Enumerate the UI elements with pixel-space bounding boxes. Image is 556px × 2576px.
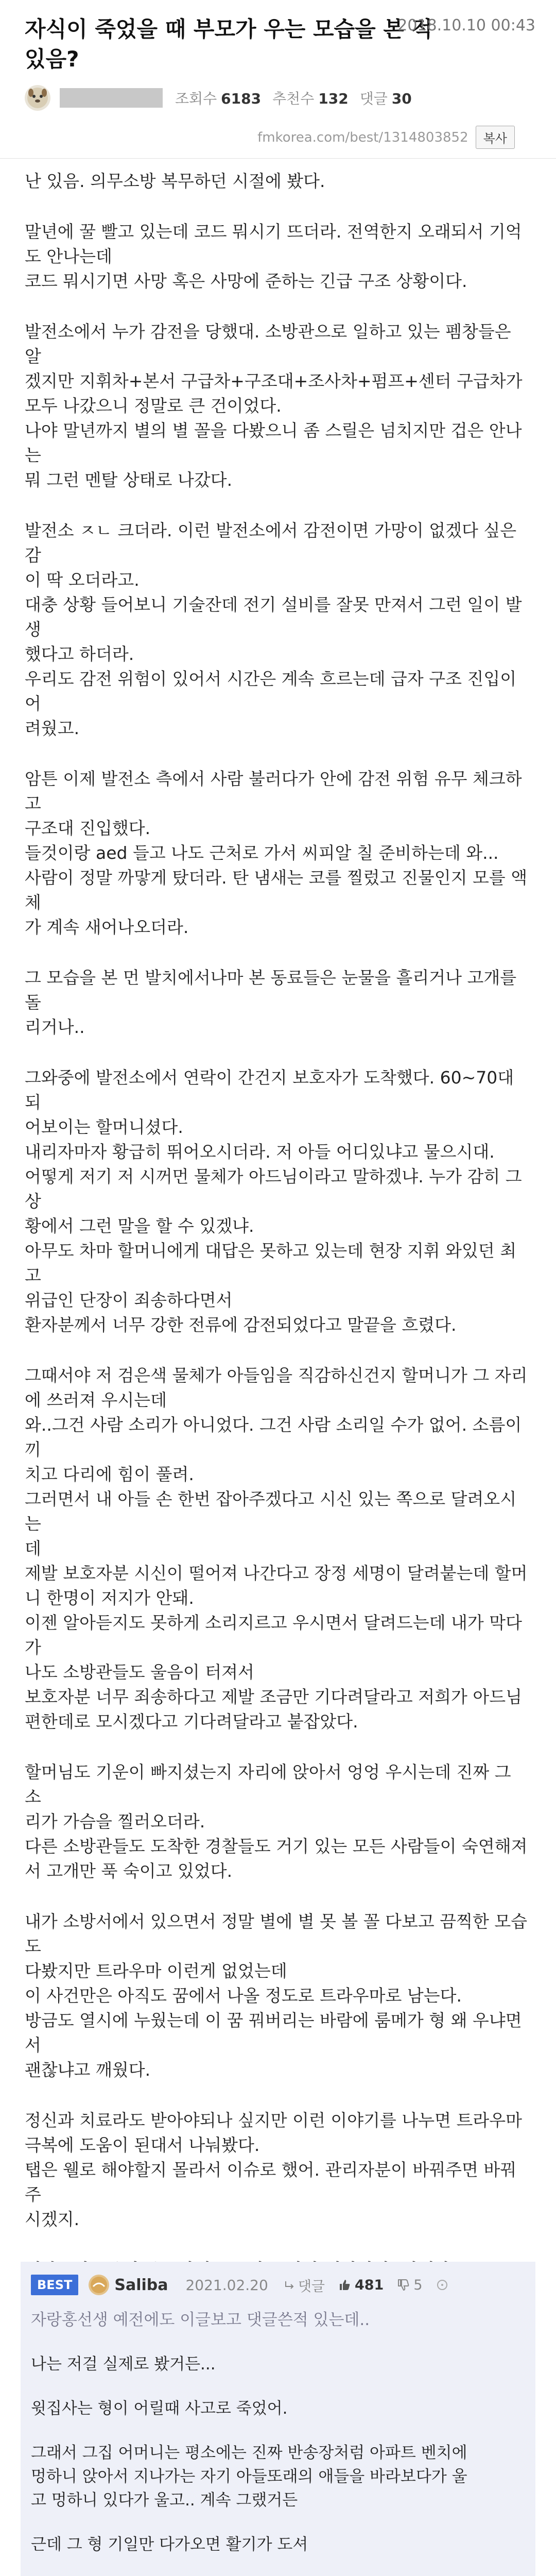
- thumbs-up-icon: [338, 2278, 352, 2292]
- views-stat: 조회수 6183: [175, 90, 262, 107]
- comment-paragraph: 자랑홍선생 예전에도 이글보고 댓글쓴적 있는데..: [31, 2311, 370, 2329]
- commenter-nickname[interactable]: Saliba: [114, 2276, 168, 2294]
- comment-header: [21, 2262, 535, 2308]
- post-meta: [25, 81, 535, 114]
- paragraph: 말년에 꿀 빨고 있는데 코드 뭐시기 뜨더라. 전역한지 오래되서 기억도 안나는데 코드 뭐시기면 사망 혹은 사망에 준하는 긴급 구조 상황이다.: [25, 222, 522, 291]
- paragraph: 발전소에서 누가 감전을 당했대. 소방관으로 일하고 있는 펨창들은 알 겠지만 지휘차+본서 구급차+구조대+조사차+펌프+센터 구급차가 모두 나갔으니 정말로 큰 건이었다. 나야 말년까지 별의 별 꼴을 다봤으니 좀 스릴은 넘치지만 겁은 안나는 뭐 그런 멘탈 상태로 나갔다.: [25, 321, 523, 490]
- paragraph: 그 모습을 본 먼 발치에서나마 본 동료들은 눈물을 흘리거나 고개를 돌 리거나..: [25, 968, 517, 1037]
- reply-button[interactable]: 댓글: [284, 2275, 325, 2295]
- thumbs-down-icon: [397, 2278, 410, 2292]
- comment-paragraph: 그래서 그집 어머니는 평소에는 진짜 반송장처럼 아파트 벤치에 멍하니 앉아서 지나가는 자기 아들또래의 애들을 바라보다가 울 고 멍하니 있다가 울고.. 계속 그랬거든: [31, 2444, 467, 2510]
- recommend-stat: 추천수 132: [272, 90, 349, 107]
- paragraph: 발전소 ㅈㄴ 크더라. 이런 발전소에서 감전이면 가망이 없겠다 싶은 감 이 딱 오더라고. 대충 상황 들어보니 기술잔데 전기 설비를 잘못 만져서 그런 일이 발생 했다고 하더라. 우리도 감전 위험이 있어서 시간은 계속 흐르는데 급자 구조 진입이 어 려웠고.: [25, 520, 522, 738]
- post-body: [0, 159, 556, 2282]
- more-options-button[interactable]: [436, 2279, 451, 2291]
- paragraph: 난 있음. 의무소방 복무하던 시절에 봤다.: [25, 171, 325, 191]
- paragraph: 암튼 이제 발전소 측에서 사람 불러다가 안에 감전 위험 유무 체크하고 구조대 진입했다. 들것이랑 aed 들고 나도 근처로 가서 씨피알 칠 준비하는데 와... 사람이 정말 까맣게 탔더라. 탄 냄새는 코를 찔렀고 진물인지 모를 액체 가 계속 새어나오더라.: [25, 769, 528, 937]
- comment-paragraph: 윗집사는 형이 어릴때 사고로 죽었어.: [31, 2399, 288, 2418]
- page-title: 자식이 죽었을 때 부모가 우는 모습을 본 적 있음?: [25, 16, 433, 72]
- best-badge: BEST: [31, 2275, 78, 2295]
- paragraph: 그때서야 저 검은색 물체가 아들임을 직감하신건지 할머니가 그 자리 에 쓰러져 우시는데 와..그건 사람 소리가 아니었다. 그건 사람 소리일 수가 없어. 소름이 끼 치고 다리에 힘이 풀려. 그러면서 내 아들 손 한번 잡아주겠다고 시신 있는 쪽으로 달려오시는 데 제발 보호자분 시신이 떨어져 나간다고 장정 세명이 달려붙는데 할머 니 한명이 저지가 안돼. 이젠 알아듣지도 못하게 소리지르고 우시면서 달려드는데 내가 막다가 나도 소방관들도 울음이 터져서 보호자분 너무 죄송하다고 제발 조금만 기다려달라고 저희가 아드님 편한데로 모시겠다고 기다려달라고 붙잡았다.: [25, 1365, 528, 1732]
- paragraph: 그와중에 발전소에서 연락이 간건지 보호자가 도착했다. 60~70대 되 어보이는 할머니셨다. 내리자마자 황급히 뛰어오시더라. 저 아들 어디있냐고 물으시대. 어떻게 저기 저 시꺼먼 물체가 아드님이라고 말하겠냐. 누가 감히 그 상 황에서 그런 말을 할 수 있겠냐. 아무도 차마 할머니에게 대답은 못하고 있는데 현장 지휘 와있던 최고 위급인 단장이 죄송하다면서 환자분께서 너무 강한 전류에 감전되었다고 말끝을 흐렸다.: [25, 1067, 522, 1335]
- post-date: 2018.10.10 00:43: [397, 16, 535, 35]
- dog-avatar-icon: [26, 87, 49, 109]
- more-icon: [436, 2279, 448, 2291]
- nickname-redacted: [60, 88, 163, 108]
- comment-paragraph: 나는 저걸 실제로 봤거든...: [31, 2355, 216, 2374]
- best-comment: [21, 2262, 535, 2576]
- post-url: fmkorea.com/best/1314803852: [257, 129, 468, 145]
- paragraph: 내가 소방서에서 있으면서 정말 별에 별 못 볼 꼴 다보고 끔찍한 모습도 다봤지만 트라우마 이런게 없었는데 이 사건만은 아직도 꿈에서 나올 정도로 트라우마로 남는다. 방금도 열시에 누웠는데 이 꿈 꿔버리는 바람에 룸메가 형 왜 우냐면서 괜찮냐고 깨웠다.: [25, 1911, 528, 2080]
- copy-url-button[interactable]: 복사: [476, 126, 515, 149]
- paragraph: 할머님도 기운이 빠지셨는지 자리에 앉아서 엉엉 우시는데 진짜 그 소 리가 가슴을 찔러오더라. 다른 소방관들도 도착한 경찰들도 거기 있는 모든 사람들이 숙연해져 서 고개만 푹 숙이고 있었다.: [25, 1762, 528, 1881]
- comment-paragraph: 근데 그 형 기일만 다가오면 활기가 도셔: [31, 2535, 308, 2554]
- url-row: [25, 126, 535, 149]
- post-header: [0, 0, 556, 149]
- comments-stat: 댓글 30: [359, 90, 412, 107]
- reply-icon: [284, 2279, 295, 2291]
- comment-date: 2021.02.20: [185, 2276, 268, 2294]
- paragraph: 정신과 치료라도 받아야되나 싶지만 이런 이야기를 나누면 트라우마 극복에 도움이 된대서 나눠봤다. 탭은 웰로 해야할지 몰라서 이슈로 했어. 관리자분이 바꿔주면 바꿔주 시겠지.: [25, 2110, 523, 2229]
- comment-body: [21, 2308, 535, 2576]
- dislike-button[interactable]: 5: [397, 2277, 422, 2293]
- commenter-avatar[interactable]: [89, 2275, 109, 2295]
- user-avatar-icon: [90, 2276, 108, 2294]
- avatar[interactable]: [25, 85, 50, 111]
- like-button[interactable]: 481: [338, 2277, 384, 2293]
